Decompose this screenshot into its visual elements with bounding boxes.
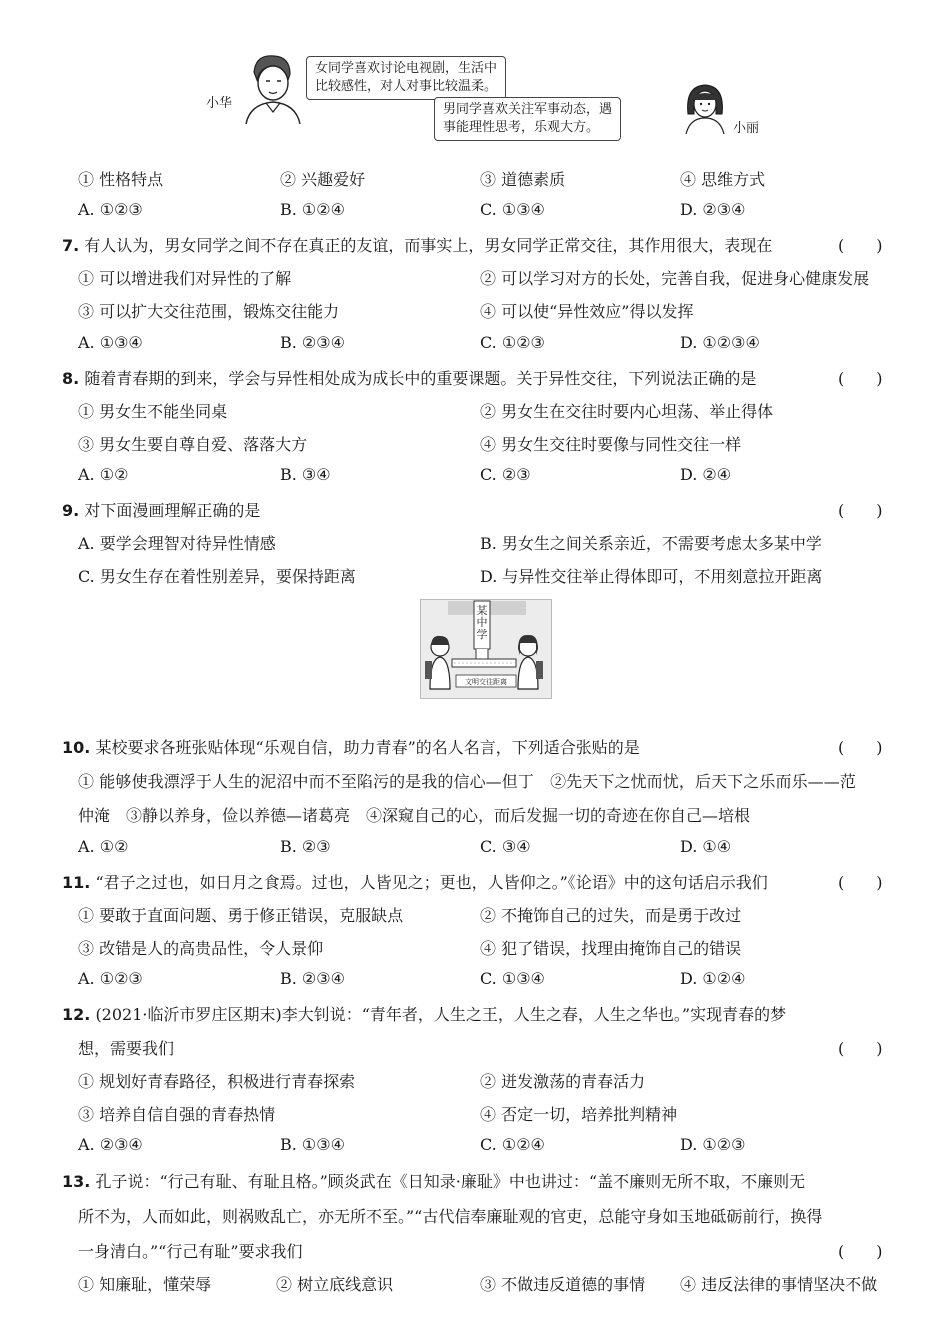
q11-answer-blank[interactable]: ( ) xyxy=(838,873,883,892)
q10-quote-line-2: 仲淹 ③静以养身，俭以养德—诸葛亮 ④深窥自己的心，而后发掘一切的奇迹在你自己—培根 xyxy=(78,806,751,825)
q10-quote-line-1: ① 能够使我漂浮于人生的泥沼中而不至陷污的是我的信心—但丁 ②先天下之忧而忧，后天下之乐而乐——范 xyxy=(78,772,856,791)
q8-item-2: ② 男女生在交往时要内心坦荡、举止得体 xyxy=(480,402,774,421)
q11-item-4: ④ 犯了错误，找理由掩饰自己的错误 xyxy=(480,939,742,958)
speech-bubble-girl: 男同学喜欢关注军事动态，遇 事能理性思考，乐观大方。 xyxy=(434,97,621,141)
q13-item-1: ① 知廉耻，懂荣辱 xyxy=(78,1275,212,1294)
q7-option-c[interactable]: C. ①②③ xyxy=(480,333,545,352)
q9-comic xyxy=(420,599,552,699)
q11-number: 11. xyxy=(62,873,91,892)
q11-option-a[interactable]: A. ①②③ xyxy=(78,969,143,988)
q6-item-4: ④ 思维方式 xyxy=(680,170,766,189)
q6-option-d[interactable]: D. ②③④ xyxy=(680,200,746,219)
q7-option-d[interactable]: D. ①②③④ xyxy=(680,333,760,352)
q12-number: 12. xyxy=(62,1005,91,1024)
q13-stem-line-2: 所不为，人而如此，则祸败乱亡，亦无所不至。”“古代信奉廉耻观的官吏，总能守身如玉地砥砺前行，换得 xyxy=(78,1207,823,1226)
q12-option-d[interactable]: D. ①②③ xyxy=(680,1135,746,1154)
q8-option-d[interactable]: D. ②④ xyxy=(680,465,732,484)
q11-stem: 11. “君子之过也，如日月之食焉。过也，人皆见之；更也，人皆仰之。”《论语》中的这句话启示我们 xyxy=(62,873,768,892)
q7-number: 7. xyxy=(62,236,80,255)
q6-item-1: ① 性格特点 xyxy=(78,170,164,189)
q6-item-3: ③ 道德素质 xyxy=(480,170,566,189)
q11-option-b[interactable]: B. ②③④ xyxy=(280,969,345,988)
q8-answer-blank[interactable]: ( ) xyxy=(838,369,883,388)
q12-item-1: ① 规划好青春路径，积极进行青春探索 xyxy=(78,1072,356,1091)
q8-option-c[interactable]: C. ②③ xyxy=(480,465,531,484)
q7-option-b[interactable]: B. ②③④ xyxy=(280,333,345,352)
q6-option-a[interactable]: A. ①②③ xyxy=(78,200,143,219)
q12-stem: 12. (2021·临沂市罗庄区期末)李大钊说：“青年者，人生之王，人生之春，人生之华也。”实现青春的梦 xyxy=(62,1005,787,1024)
q10-option-a[interactable]: A. ①② xyxy=(78,837,129,856)
q8-item-4: ④ 男女生交往时要像与同性交往一样 xyxy=(480,435,742,454)
q10-option-b[interactable]: B. ②③ xyxy=(280,837,331,856)
q12-option-a[interactable]: A. ②③④ xyxy=(78,1135,143,1154)
q9-option-a[interactable]: A. 要学会理智对待异性情感 xyxy=(78,534,276,553)
speech-bubble-boy: 女同学喜欢讨论电视剧，生活中 比较感性，对人对事比较温柔。 xyxy=(306,56,506,100)
q9-answer-blank[interactable]: ( ) xyxy=(838,501,883,520)
q11-option-d[interactable]: D. ①②④ xyxy=(680,969,746,988)
q8-option-a[interactable]: A. ①② xyxy=(78,465,129,484)
q11-item-3: ③ 改错是人的高贵品性，令人景仰 xyxy=(78,939,324,958)
boy-illustration xyxy=(236,50,306,124)
q13-item-3: ③ 不做违反道德的事情 xyxy=(480,1275,646,1294)
q10-option-d[interactable]: D. ①④ xyxy=(680,837,732,856)
girl-illustration xyxy=(682,80,728,134)
q12-item-3: ③ 培养自信自强的青春热情 xyxy=(78,1105,276,1124)
q8-item-1: ① 男女生不能坐同桌 xyxy=(78,402,228,421)
q13-item-4: ④ 违反法律的事情坚决不做 xyxy=(680,1275,878,1294)
q13-answer-blank[interactable]: ( ) xyxy=(838,1242,883,1261)
q13-item-2: ② 树立底线意识 xyxy=(276,1275,394,1294)
q13-stem-line-3: 一身清白。”“行己有耻”要求我们 xyxy=(78,1242,303,1261)
q11-option-c[interactable]: C. ①③④ xyxy=(480,969,545,988)
q9-number: 9. xyxy=(62,501,80,520)
q7-item-4: ④ 可以使“异性效应”得以发挥 xyxy=(480,302,694,321)
q8-option-b[interactable]: B. ③④ xyxy=(280,465,331,484)
q12-option-b[interactable]: B. ①③④ xyxy=(280,1135,345,1154)
q7-stem: 7. 有人认为，男女同学之间不存在真正的友谊，而事实上，男女同学正常交往，其作用很大，表现在 xyxy=(62,236,773,255)
q8-stem: 8. 随着青春期的到来，学会与异性相处成为成长中的重要课题。关于异性交往，下列说法正确的是 xyxy=(62,369,757,388)
q13-stem: 13. 孔子说：“行己有耻、有耻且格。”顾炎武在《日知录·廉耻》中也讲过：“盖不廉则无所不取，不廉则无 xyxy=(62,1172,806,1191)
q12-answer-blank[interactable]: ( ) xyxy=(838,1039,883,1058)
q10-option-c[interactable]: C. ③④ xyxy=(480,837,531,856)
q12-item-2: ② 迸发激荡的青春活力 xyxy=(480,1072,646,1091)
q10-answer-blank[interactable]: ( ) xyxy=(838,738,883,757)
q11-item-2: ② 不掩饰自己的过失，而是勇于改过 xyxy=(480,906,742,925)
q12-item-4: ④ 否定一切，培养批判精神 xyxy=(480,1105,678,1124)
q9-option-b[interactable]: B. 男女生之间关系亲近，不需要考虑太多某中学 xyxy=(480,534,822,553)
q10-stem: 10. 某校要求各班张贴体现“乐观自信，助力青春”的名人名言，下列适合张贴的是 xyxy=(62,738,640,757)
q7-item-2: ② 可以学习对方的长处，完善自我，促进身心健康发展 xyxy=(480,269,870,288)
q8-item-3: ③ 男女生要自尊自爱、落落大方 xyxy=(78,435,308,454)
q12-option-c[interactable]: C. ①②④ xyxy=(480,1135,545,1154)
q9-option-c[interactable]: C. 男女生存在着性别差异，要保持距离 xyxy=(78,567,356,586)
q6-option-b[interactable]: B. ①②④ xyxy=(280,200,345,219)
boy-name-label: 小华 xyxy=(206,96,233,111)
q7-option-a[interactable]: A. ①③④ xyxy=(78,333,143,352)
q10-number: 10. xyxy=(62,738,91,757)
q6-item-2: ② 兴趣爱好 xyxy=(280,170,366,189)
q11-item-1: ① 要敢于直面问题、勇于修正错误，克服缺点 xyxy=(78,906,404,925)
q7-answer-blank[interactable]: ( ) xyxy=(838,236,883,255)
q9-option-d[interactable]: D. 与异性交往举止得体即可，不用刻意拉开距离 xyxy=(480,567,823,586)
q7-item-3: ③ 可以扩大交往范围，锻炼交往能力 xyxy=(78,302,340,321)
girl-name-label: 小丽 xyxy=(733,121,760,136)
q9-comic-ruler-label: 文明交往距离 xyxy=(465,678,507,686)
q6-option-c[interactable]: C. ①③④ xyxy=(480,200,545,219)
q9-stem: 9. 对下面漫画理解正确的是 xyxy=(62,501,261,520)
q12-stem-line-2: 想，需要我们 xyxy=(78,1039,175,1058)
q8-number: 8. xyxy=(62,369,80,388)
q9-comic-sign: 某中学 xyxy=(476,604,488,641)
q7-item-1: ① 可以增进我们对异性的了解 xyxy=(78,269,292,288)
q13-number: 13. xyxy=(62,1172,91,1191)
